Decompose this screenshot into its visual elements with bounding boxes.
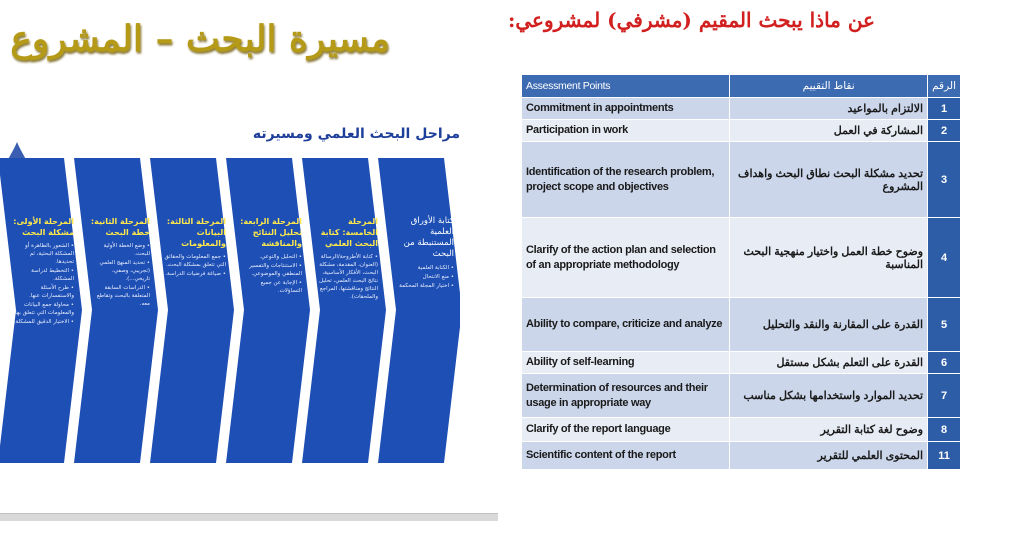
stage-bullet: • الشعور بالظاهرة أو المشكلة البحثية، ثم تحديدها. — [25, 243, 74, 265]
assessment-point-ar: تحديد الموارد واستخدامها بشكل مناسب — [730, 374, 928, 418]
row-number: 6 — [928, 352, 961, 374]
left-slide — [0, 0, 505, 547]
assessment-point-ar: وضوح لغة كتابة التقرير — [730, 418, 928, 442]
header-number: الرقم — [928, 75, 961, 98]
stage-bullets — [164, 253, 226, 278]
header-arabic-points: نقاط التقييم — [730, 75, 928, 98]
stage-text-2 — [316, 158, 378, 463]
research-stages-chevrons — [0, 158, 460, 463]
stage-title: المرحلة الثالثة: البيانات والمعلومات — [166, 217, 226, 248]
assessment-point-en: Ability of self-learning — [522, 352, 730, 374]
table-row — [522, 374, 961, 418]
stage-bullets — [316, 253, 378, 301]
stage-bullet: • تحديد المنهج العلمي (تجريبي، وصفي، تاريخي...). — [99, 260, 150, 282]
stage-bullet: • محاولة جمع البيانات والمعلومات التي تتعلق بها. — [13, 302, 74, 316]
row-number: 7 — [928, 374, 961, 418]
assessment-point-en: Clarify of the report language — [522, 418, 730, 442]
stage-bullet: • وضع الخطة الأولية للبحث. — [103, 243, 150, 257]
table-row — [522, 442, 961, 470]
bottom-scrollbar — [0, 513, 498, 521]
stage-text-4 — [164, 158, 226, 463]
stage-bullet: • الدراسات السابقة المتعلقة بالبحث وتقاطع معه. — [96, 285, 150, 307]
stage-bullet: • التحليل والتوعي. — [259, 254, 302, 260]
assessment-point-ar: وضوح خطة العمل واختيار منهجية البحث المناسبة — [730, 218, 928, 298]
assessment-point-en: Clarify of the action plan and selection of an appropriate methodology — [522, 218, 730, 298]
stage-bullet: • الإجابة عن جميع التساؤلات. — [260, 280, 302, 294]
assessment-point-en: Identification of the research problem, project scope and objectives — [522, 142, 730, 218]
stage-bullet: • منع الانتحال — [422, 274, 454, 280]
stage-bullet: • صياغة فرضيات الدراسة. — [165, 271, 226, 277]
stage-bullets — [12, 242, 74, 326]
assessment-point-ar: المحتوى العلمي للتقرير — [730, 442, 928, 470]
table-row — [522, 98, 961, 120]
assessment-point-en: Scientific content of the report — [522, 442, 730, 470]
left-slide-title: مسيرة البحث – المشروع — [10, 18, 390, 60]
row-number: 4 — [928, 218, 961, 298]
right-slide-title: عن ماذا يبحث المقيم (مشرفي) لمشروعي: — [508, 8, 875, 32]
stage-text-6 — [12, 158, 74, 463]
assessment-point-ar: القدرة على المقارنة والنقد والتحليل — [730, 298, 928, 352]
header-assessment-points: Assessment Points — [522, 75, 730, 98]
stage-text-5 — [88, 158, 150, 463]
row-number: 5 — [928, 298, 961, 352]
table-row — [522, 418, 961, 442]
stage-bullets — [88, 242, 150, 308]
stage-title: المرحلة الأولى: مشكلة البحث — [13, 217, 74, 237]
table-header-row — [522, 75, 961, 98]
row-number: 11 — [928, 442, 961, 470]
table-row — [522, 352, 961, 374]
stage-bullets — [240, 253, 302, 295]
stage-title: المرحلة الثانية: خطة البحث — [90, 217, 150, 237]
assessment-point-ar: تحديد مشكلة البحث نطاق البحث واهداف المشروع — [730, 142, 928, 218]
stage-title: كتابة الأوراق العلمية المستنبطة من البحث — [403, 216, 454, 259]
stage-bullet: • الاستنتاجات والتفسير المنطقي والموضوعي. — [249, 263, 302, 277]
assessment-point-ar: القدرة على التعلم بشكل مستقل — [730, 352, 928, 374]
stage-bullet: • الاختيار الدقيق للمشكلة. — [13, 319, 74, 325]
stage-bullet: • الكتابة العلمية — [417, 265, 454, 271]
stage-bullet: • التخطيط لدراسة المشكلة. — [31, 268, 74, 282]
stage-bullet: • جمع المعلومات والحقائق التي تتعلق بمشكلة البحث. — [164, 254, 226, 268]
assessment-point-en: Determination of resources and their usage in appropriate way — [522, 374, 730, 418]
assessment-point-en: Commitment in appointments — [522, 98, 730, 120]
assessment-point-en: Ability to compare, criticize and analyze — [522, 298, 730, 352]
stage-bullet: • طرح الأسئلة والاستفسارات عنها. — [29, 285, 74, 299]
stage-bullets — [392, 264, 454, 290]
stage-title: المرحلة الخامسة: كتابة البحث العلمي — [320, 217, 378, 248]
row-number: 3 — [928, 142, 961, 218]
stage-title: المرحلة الرابعة: تحليل النتائج والمناقشة — [240, 217, 302, 248]
row-number: 2 — [928, 120, 961, 142]
table-row — [522, 298, 961, 352]
table-row — [522, 120, 961, 142]
assessment-point-ar: المشاركة في العمل — [730, 120, 928, 142]
table-row — [522, 218, 961, 298]
stage-text-1 — [392, 158, 454, 463]
left-slide-subtitle: مراحل البحث العلمي ومسيرته — [252, 126, 460, 142]
stage-bullet: • اختيار المجلة المحكمة — [399, 283, 454, 289]
assessment-table — [521, 74, 961, 470]
assessment-point-en: Participation in work — [522, 120, 730, 142]
stage-text-3 — [240, 158, 302, 463]
row-number: 1 — [928, 98, 961, 120]
assessment-point-ar: الالتزام بالمواعيد — [730, 98, 928, 120]
stage-bullet: • كتابة الأطروحة/الرسالة (العنوان، المقدمة، مشكلة البحث، الأفكار الأساسية، نتائج البحث العلمي، تحليل النتائج ومناقشتها، المراجع والملحقات). — [319, 254, 378, 300]
table-row — [522, 142, 961, 218]
row-number: 8 — [928, 418, 961, 442]
